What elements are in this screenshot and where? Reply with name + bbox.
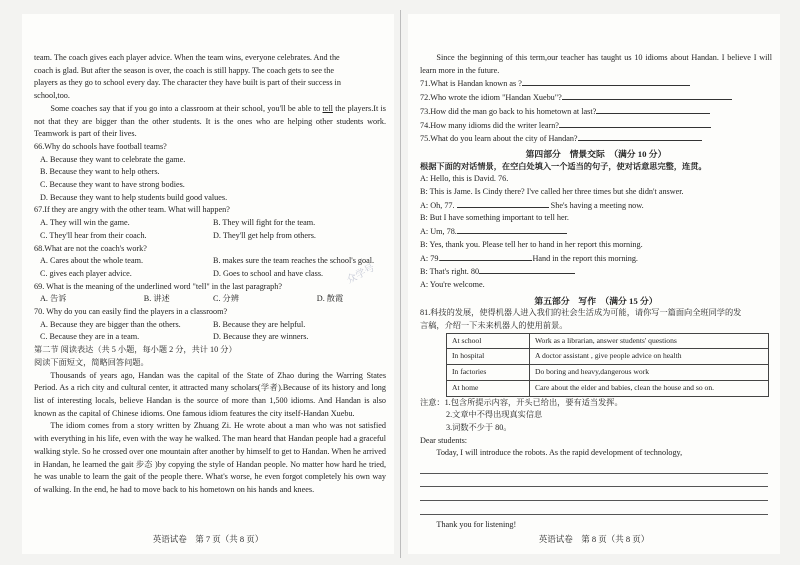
question-67: 67.If they are angry with the other team. What will happen? xyxy=(34,205,230,215)
answer-line[interactable] xyxy=(562,91,732,100)
answer-line[interactable] xyxy=(578,132,702,141)
question-text: 74.How many idioms did the writer learn? xyxy=(420,120,559,130)
option[interactable]: C. gives each player advice. xyxy=(40,268,132,278)
table-cell: In hospital xyxy=(447,349,530,365)
dialogue-line xyxy=(420,252,772,266)
options-row xyxy=(34,319,386,332)
dialogue-line xyxy=(420,265,772,279)
options-row xyxy=(34,230,386,243)
passage-text: Some coaches say that if you go into a classroom at their school, you'll be able to xyxy=(50,103,323,113)
table-cell: In factories xyxy=(447,365,530,381)
answer-line-80[interactable] xyxy=(479,265,575,274)
closing: Thank you for listening! xyxy=(436,519,517,529)
answer-line[interactable] xyxy=(522,77,690,86)
writing-line[interactable] xyxy=(420,501,768,515)
passage-line: coach is glad. But after the season is over, the coach is still happy. The coach gets to see the xyxy=(34,65,335,75)
note: 2.文章中不得出现真实信息 xyxy=(446,410,543,420)
passage-line: team. The coach gives each player advice. When the team wins, everyone celebrates. And the xyxy=(34,53,340,62)
table-cell: Work as a librarian, answer students' questions xyxy=(530,333,769,349)
dialogue-text: She's having a meeting now. xyxy=(550,200,644,210)
question-text: 71.What is Handan known as ? xyxy=(420,79,522,89)
option[interactable]: B. Because they are helpful. xyxy=(213,319,306,329)
note: 注意：1.包含所提示内容，开头已给出，要有适当发挥。 xyxy=(420,397,623,407)
option[interactable]: C. They'll hear from their coach. xyxy=(40,230,147,240)
options-row xyxy=(34,293,386,306)
table-cell: Do boring and heavy,dangerous work xyxy=(530,365,769,381)
option[interactable]: A. Because they want to celebrate the game. xyxy=(40,154,186,164)
part4-title: 第四部分 情景交际 （满分 10 分） xyxy=(525,148,667,159)
answer-line[interactable] xyxy=(559,119,711,128)
question-72 xyxy=(420,91,772,105)
question-71 xyxy=(420,77,772,91)
writing-line[interactable] xyxy=(420,487,768,501)
answer-line-78[interactable] xyxy=(457,225,567,234)
part4-instruction: 根据下面的对话情景，在空白处填入一个适当的句子，使对话意思完整，连贯。 xyxy=(420,161,707,171)
dialogue-text: B: That's right. 80 xyxy=(420,267,480,277)
passage-paragraph: Since the beginning of this term,our teacher has taught us 10 idioms about Handan. I believe I will learn more in the future. xyxy=(420,53,772,75)
passage-text: the players.It is not that they are bigger than the other students. It is the ones who are helping other students work. Teamwork is part of their lives. xyxy=(34,103,386,139)
passage-paragraph: Thousands of years ago, Handan was the capital of the State of Zhao during the Warring States Period. As a rich city and cultural center, it attracted many scholars(学者).Because of its history and long list of interesting locals, believe Handan is the source of more than 1,500 idioms. And Handan is also known as the capital of Chinese idioms. One famous idiom features the city itself-Handan Xuebu. xyxy=(34,370,386,418)
options-row xyxy=(34,268,386,281)
option[interactable]: A. They will win the game. xyxy=(40,218,130,228)
option[interactable]: D. Goes to school and have class. xyxy=(213,268,324,278)
question-text: 75.What do you learn about the city of Handan? xyxy=(420,134,578,144)
question-75 xyxy=(420,132,772,146)
option[interactable]: D. 散霞 xyxy=(316,294,344,304)
passage-line: players as they go to school every day. The character they have built is part of their success in xyxy=(34,78,341,88)
page-footer: 英语试卷 第 8 页（共 8 页） xyxy=(538,534,650,544)
option[interactable]: C. Because they want to have strong bodies. xyxy=(40,180,185,190)
question-74 xyxy=(420,119,772,133)
option[interactable]: D. Because they want to help students build good values. xyxy=(40,192,228,202)
passage-paragraph: The idiom comes from a story written by Zhuang Zi. He wrote about a man who was not satisfied with everything in his life, even with the way he walked. The man heard that Handan people had a graceful walking style. So he crossed over one mountain after another by himself to get to Handan. When he arrived in Handan, he learned the gait 步态 )by copying the style of Handan people. No matter how hard he tried, he was unable to learn the gait of the people there. What's worse, he even forgot completely his own way of walking. In the end, he had to move back to his hometown on his hands and knees. xyxy=(34,421,386,494)
option[interactable]: B. Because they want to help others. xyxy=(40,167,160,177)
options-row xyxy=(34,331,386,344)
dialogue-text: Hand in the report this morning. xyxy=(532,253,638,263)
dialogue-line xyxy=(420,199,772,213)
question-66: 66.Why do schools have football teams? xyxy=(34,141,167,151)
dialogue-line xyxy=(420,225,772,239)
table-cell: At school xyxy=(447,333,530,349)
exam-page-8 xyxy=(408,14,780,554)
writing-prompt: 言稿，介绍一下未来机器人的使用前景。 xyxy=(420,321,568,331)
option[interactable]: C. 分辨 xyxy=(212,294,239,304)
question-69: 69. What is the meaning of the underlined word "tell" in the last paragraph? xyxy=(34,281,282,291)
exam-page-7 xyxy=(22,14,394,554)
table-cell: A doctor assistant , give people advice on health xyxy=(530,349,769,365)
passage-paragraph xyxy=(34,103,386,141)
table-row xyxy=(447,365,769,381)
option[interactable]: C. Because they are in a team. xyxy=(40,332,140,342)
question-70: 70. Why do you can easily find the players in a classroom? xyxy=(34,307,228,317)
dialogue-line: B: But I have something important to tell her. xyxy=(420,213,569,223)
options-row xyxy=(34,217,386,230)
option[interactable]: B. 讲述 xyxy=(143,294,170,304)
section-instruction: 阅读下面短文，简略回答问题。 xyxy=(34,357,149,367)
options-row xyxy=(34,255,386,268)
option[interactable]: A. 告诉 xyxy=(40,294,67,304)
passage-line: school,too. xyxy=(34,91,70,101)
writing-prompt: 81.科技的发展，使得机器人进入我们的社会生活成为可能，请你写一篇面向全班同学的发 xyxy=(420,308,742,318)
robot-uses-table xyxy=(446,333,769,397)
writing-opening xyxy=(420,447,772,460)
dialogue-line: A: You're welcome. xyxy=(420,279,485,289)
dialogue-text: A: Um, 78. xyxy=(420,227,457,237)
dialogue-line: A: Hello, this is David. 76. xyxy=(420,174,509,184)
option[interactable]: B. makes sure the team reaches the school's goal. xyxy=(213,256,375,266)
underlined-word: tell xyxy=(322,103,333,113)
table-row xyxy=(447,380,769,396)
question-68: 68.What are not the coach's work? xyxy=(34,243,147,253)
option[interactable]: A. Because they are bigger than the others. xyxy=(40,319,181,329)
greeting: Dear students: xyxy=(420,435,468,445)
question-73 xyxy=(420,105,772,119)
table-cell: At home xyxy=(447,380,530,396)
opening-text: Today, I will introduce the robots. As the rapid development of technology, xyxy=(436,448,683,458)
answer-line-79[interactable] xyxy=(440,252,532,261)
part5-title: 第五部分 写作 （满分 15 分） xyxy=(534,295,658,306)
table-cell: Care about the elder and babies, clean the house and so on. xyxy=(530,380,769,396)
option[interactable]: D. They'll get help from others. xyxy=(213,230,316,240)
dialogue-line: B: This is Jame. Is Cindy there? I've called her three times but she didn't answer. xyxy=(420,187,684,197)
reading-questions xyxy=(420,52,772,532)
watermark: 众学号 xyxy=(345,262,377,287)
page-divider xyxy=(400,10,401,558)
option[interactable]: B. They will fight for the team. xyxy=(213,218,316,228)
dialogue-text: A: Oh, 77. xyxy=(420,200,455,210)
writing-line[interactable] xyxy=(420,474,768,488)
note: 3.词数不少于 80。 xyxy=(446,422,512,432)
answer-line-77[interactable] xyxy=(457,199,549,208)
page-footer: 英语试卷 第 7 页（共 8 页） xyxy=(152,534,264,544)
table-row xyxy=(447,333,769,349)
option[interactable]: A. Cares about the whole team. xyxy=(40,256,143,266)
dialogue-line: B: Yes, thank you. Please tell her to hand in her report this morning. xyxy=(420,239,643,249)
reading-passage-end xyxy=(34,52,386,497)
question-text: 73.How did the man go back to his hometown at last? xyxy=(420,106,597,116)
question-text: 72.Who wrote the idiom "Handan Xuebu"? xyxy=(420,93,562,103)
answer-line[interactable] xyxy=(596,105,710,114)
writing-line[interactable] xyxy=(420,460,768,474)
dialogue-text: A: 79. xyxy=(420,253,441,263)
table-row xyxy=(447,349,769,365)
option[interactable]: D. Because they are winners. xyxy=(213,332,309,342)
section-title: 第二节 阅读表达（共 5 小题，每小题 2 分，共计 10 分） xyxy=(34,345,237,355)
